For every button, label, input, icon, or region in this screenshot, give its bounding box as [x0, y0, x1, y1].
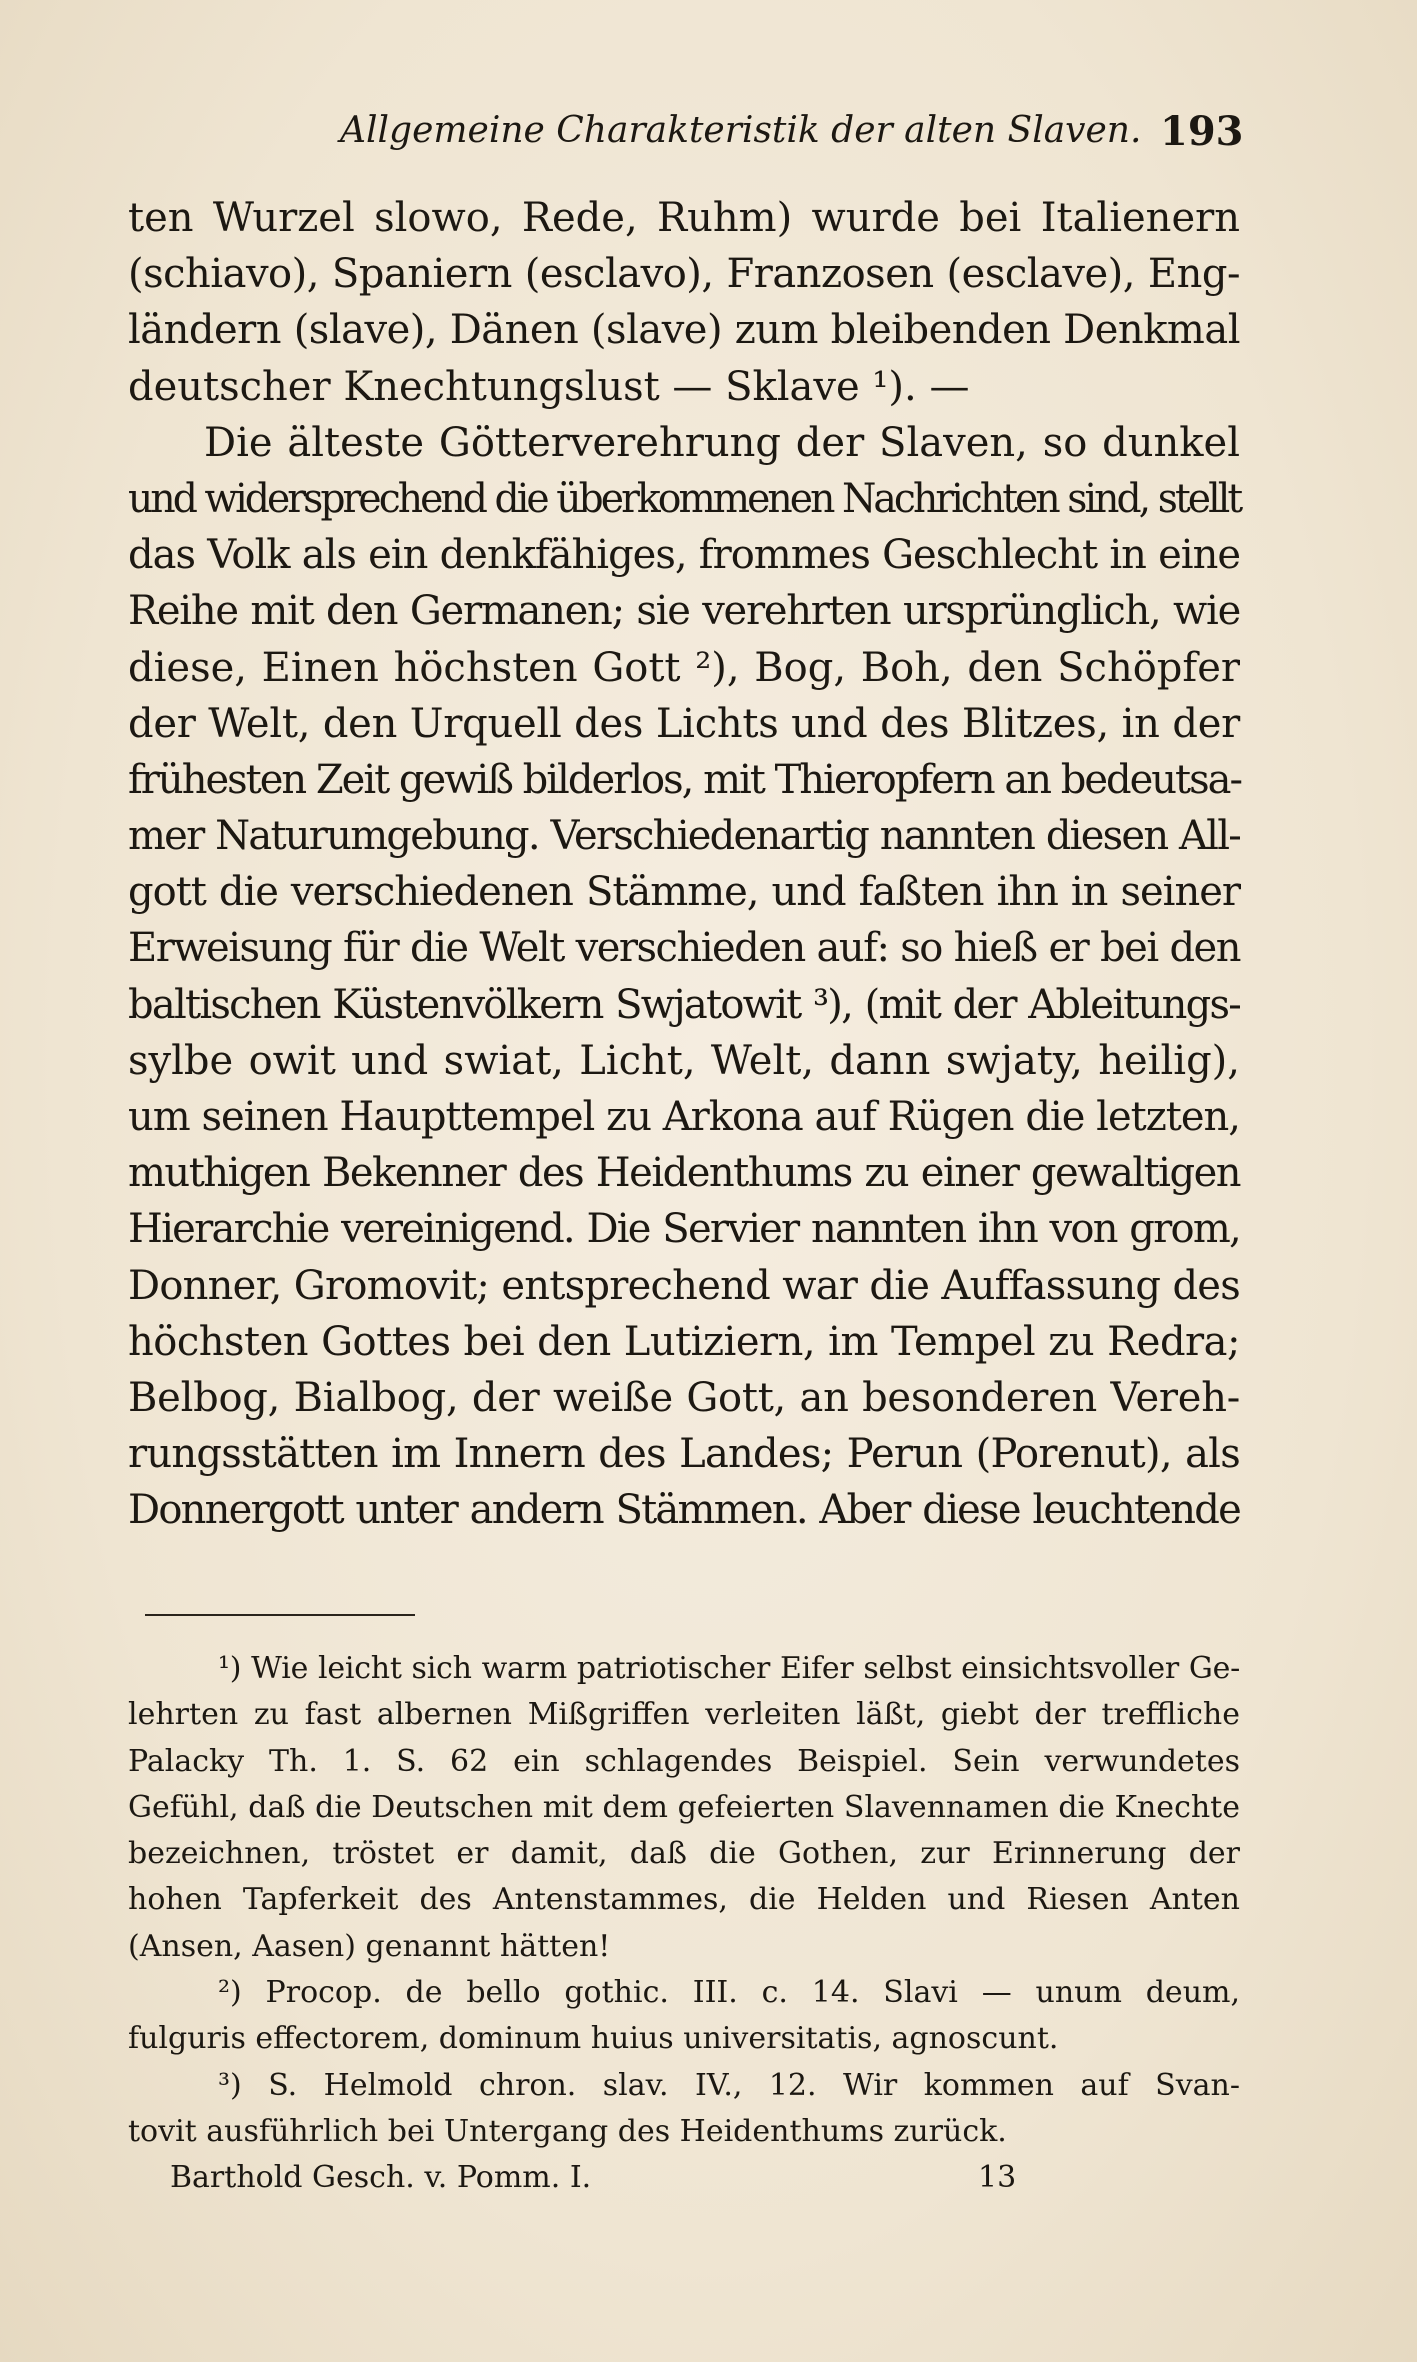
footnote-1-line: ¹) Wie leicht sich warm patriotischer Eifer selbst einsichtsvoller Ge- [218, 1651, 1240, 1686]
body-line: das Volk als ein denkfähiges, frommes Geschlecht in eine [128, 532, 1240, 579]
footnote-1-line: (Ansen, Aasen) genannt hätten! [128, 1928, 611, 1964]
body-line: Reihe mit den Germanen; sie verehrten ursprünglich, wie [128, 588, 1240, 635]
body-line: mer Naturumgebung. Verschiedenartig nannten diesen All- [128, 813, 1240, 860]
footnotes [128, 1646, 1240, 2155]
body-line: gott die verschiedenen Stämme, und faßten ihn in seiner [128, 869, 1240, 916]
body-line: Hierarchie vereinigend. Die Servier nannten ihn von grom, [128, 1206, 1240, 1253]
footnote-3-line: tovit ausführlich bei Untergang des Heidenthums zurück. [128, 2113, 1007, 2149]
body-line: und widersprechend die überkommenen Nachrichten sind, stellt [128, 475, 1241, 522]
sheet-number: 13 [978, 2160, 1017, 2195]
footnote-divider [145, 1614, 415, 1616]
body-line: rungsstätten im Innern des Landes; Perun (Porenut), als [128, 1431, 1240, 1478]
body-line: um seinen Haupttempel zu Arkona auf Rügen die letzten, [128, 1094, 1240, 1140]
body-line: frühesten Zeit gewiß bilderlos, mit Thieropfern an bedeutsa- [128, 756, 1241, 803]
footnote-2-line: fulguris effectorem, dominum huius universitatis, agnoscunt. [128, 2021, 1059, 2057]
body-line: ländern (slave), Dänen (slave) zum bleibenden Denkmal [128, 307, 1240, 354]
body-line: sylbe owit und swiat, Licht, Welt, dann swjaty, heilig), [128, 1037, 1240, 1084]
footnote-2-line: ²) Procop. de bello gothic. III. c. 14. Slavi — unum deum, [218, 1975, 1240, 2011]
printer-signature: Barthold Gesch. v. Pomm. I. [170, 2160, 592, 2195]
body-line: Belbog, Bialbog, der weiße Gott, an besonderen Vereh- [128, 1374, 1240, 1421]
body-line: diese, Einen höchsten Gott ²), Bog, Boh, den Schöpfer [128, 644, 1240, 691]
footnote-1-line: lehrten zu fast albernen Mißgriffen verleiten läßt, giebt der treffliche [128, 1697, 1240, 1733]
body-line: Donnergott unter andern Stämmen. Aber diese leuchtende [128, 1487, 1240, 1534]
body-line: der Welt, den Urquell des Lichts und des Blitzes, in der [128, 700, 1240, 747]
body-line: baltischen Küstenvölkern Swjatowit ³), (mit der Ableitungs- [128, 981, 1240, 1028]
footnote-1-line: Gefühl, daß die Deutschen mit dem gefeierten Slavennamen die Knechte [128, 1789, 1240, 1825]
body-line: Donner, Gromovit; entsprechend war die Auffassung des [128, 1262, 1240, 1309]
body-line: Erweisung für die Welt verschieden auf: so hieß er bei den [128, 925, 1240, 972]
body-line: muthigen Bekenner des Heidenthums zu einer gewaltigen [128, 1150, 1240, 1197]
running-header [340, 110, 1240, 170]
footnote-1-line: hohen Tapferkeit des Antenstammes, die Helden und Riesen Anten [128, 1882, 1240, 1918]
page-number: 193 [1160, 108, 1244, 155]
paragraph-first-line: Die älteste Götterverehrung der Slaven, so dunkel [204, 419, 1240, 466]
running-title: Allgemeine Charakteristik der alten Slaven. [340, 110, 1142, 151]
body-line: (schiavo), Spaniern (esclavo), Franzosen (esclave), Eng- [128, 251, 1240, 298]
body-text [128, 190, 1240, 1539]
body-line: höchsten Gottes bei den Lutiziern, im Tempel zu Redra; [128, 1318, 1240, 1365]
footnote-3-line: ³) S. Helmold chron. slav. IV., 12. Wir kommen auf Svan- [218, 2067, 1240, 2103]
footnote-1-line: bezeichnen, tröstet er damit, daß die Gothen, zur Erinnerung der [128, 1836, 1240, 1872]
body-line: deutscher Knechtungslust — Sklave ¹). — [128, 363, 970, 410]
body-line: ten Wurzel slowo, Rede, Ruhm) wurde bei Italienern [128, 195, 1240, 241]
footnote-1-line: Palacky Th. 1. S. 62 ein schlagendes Beispiel. Sein verwundetes [128, 1743, 1240, 1779]
